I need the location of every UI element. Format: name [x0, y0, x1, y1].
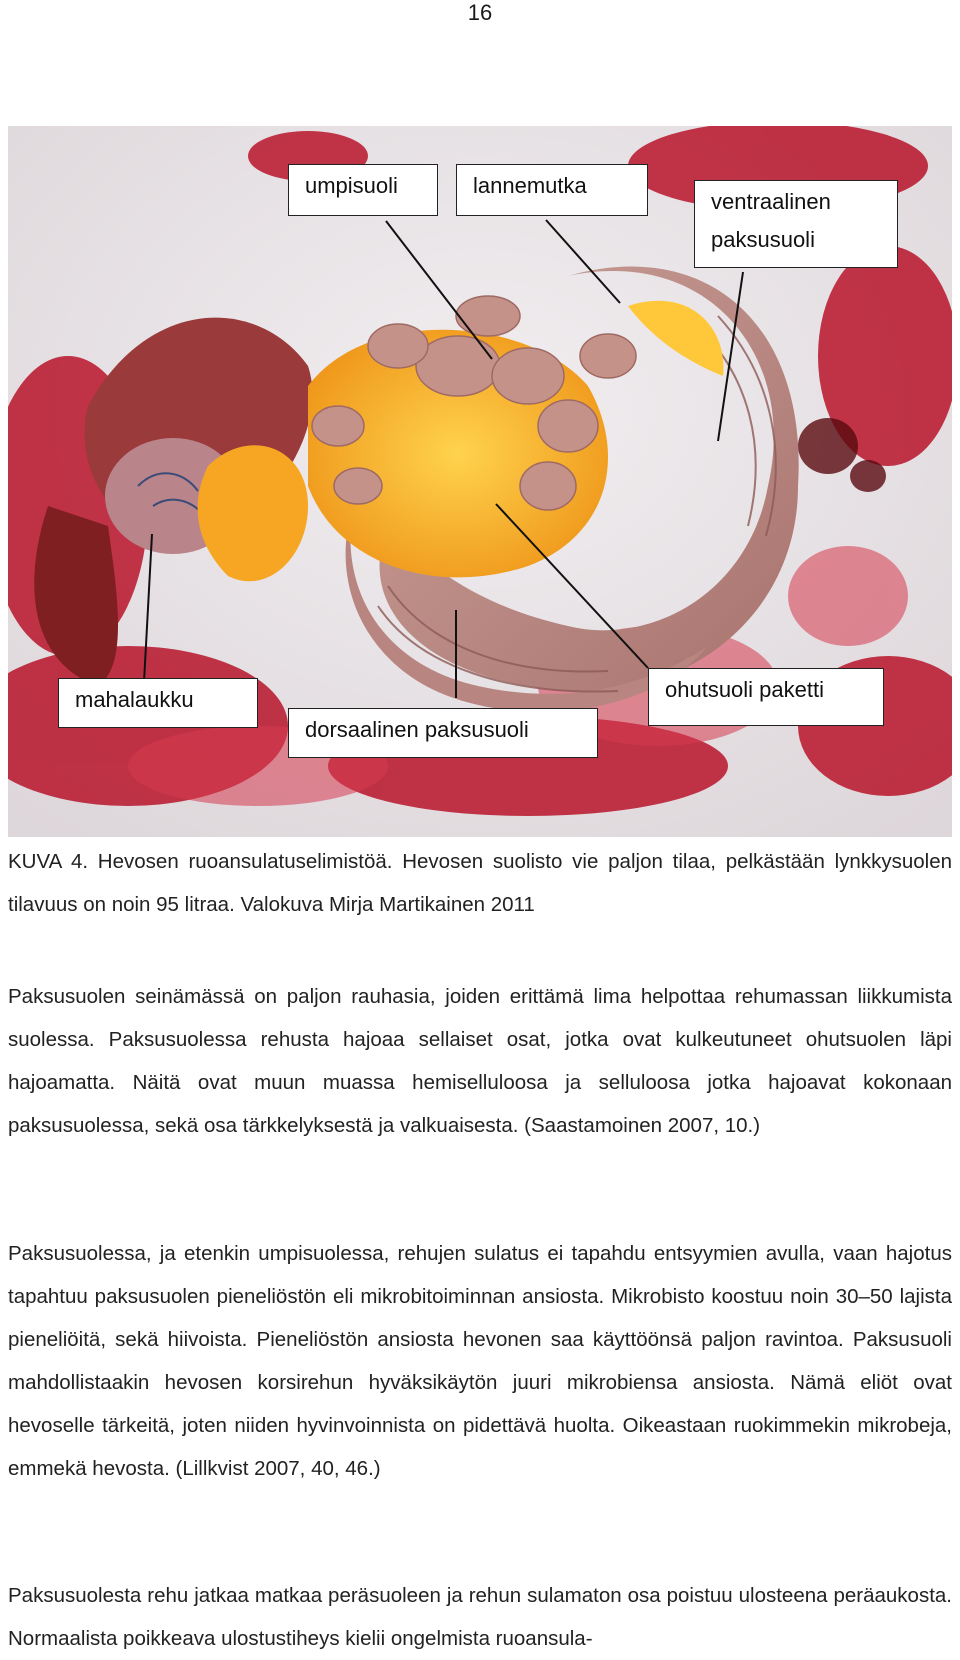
label-umpisuoli: umpisuoli [288, 164, 438, 216]
label-ohutsuoli-paketti: ohutsuoli paketti [648, 668, 884, 726]
paragraph-text: Paksusuolessa, ja etenkin umpisuolessa, rehujen sulatus ei tapahdu entsyymien avulla, vaan hajotus tapahtuu paksusuolen pieneliöstön eli mikrobitoiminnan ansiosta. Mikrobisto koostuu noin 30–50 lajista pieneliöitä, sekä hiivoista. Pieneliöstön ansiosta hevonen saa käyttöönsä paljon ravintoa. Paksusuoli mahdollistaakin hevosen korsirehun hyväksikäytön juuri mikrobiensa ansiosta. Nämä eliöt ovat hevoselle tärkeitä, joten niiden hyvinvoinnista on pidettävä huolta. Oikeastaan ruokimmekin mikrobeja, emmekä hevosta. (Lillkvist 2007, 40, 46.) [8, 1242, 952, 1480]
label-ventraalinen-paksusuoli: ventraalinen paksusuoli [694, 180, 898, 268]
paragraph-text: Paksusuolen seinämässä on paljon rauhasia, joiden erittämä lima helpottaa rehumassan liikkumista suolessa. Paksusuolessa rehusta hajoaa sellaiset osat, jotka ovat kulkeutuneet ohutsuolen läpi hajoamatta. Näitä ovat muun muassa hemiselluloosa ja selluloosa jotka hajoavat kokonaan paksusuolessa, sekä osa tärkkelyksestä ja valkuaisesta. (Saastamoinen 2007, 10.) [8, 985, 952, 1137]
paragraph-text: Paksusuolesta rehu jatkaa matkaa peräsuoleen ja rehun sulamaton osa poistuu ulosteena peräaukosta. Normaalista poikkeava ulostustiheys kielii ongelmista ruoansula- [8, 1584, 952, 1650]
figure-caption [8, 840, 952, 926]
paragraph-3 [8, 1574, 952, 1660]
label-dorsaalinen-paksusuoli: dorsaalinen paksusuoli [288, 708, 598, 758]
paragraph-1 [8, 975, 952, 1147]
page-number: 16 [467, 0, 493, 25]
intestine-photo-figure [8, 126, 952, 837]
paragraph-2 [8, 1232, 952, 1490]
label-lannemutka: lannemutka [456, 164, 648, 216]
caption-text: KUVA 4. Hevosen ruoansulatuselimistöä. Hevosen suolisto vie paljon tilaa, pelkästään lynkkysuolen tilavuus on noin 95 litraa. Valokuva Mirja Martikainen 2011 [8, 850, 952, 916]
label-mahalaukku: mahalaukku [58, 678, 258, 728]
